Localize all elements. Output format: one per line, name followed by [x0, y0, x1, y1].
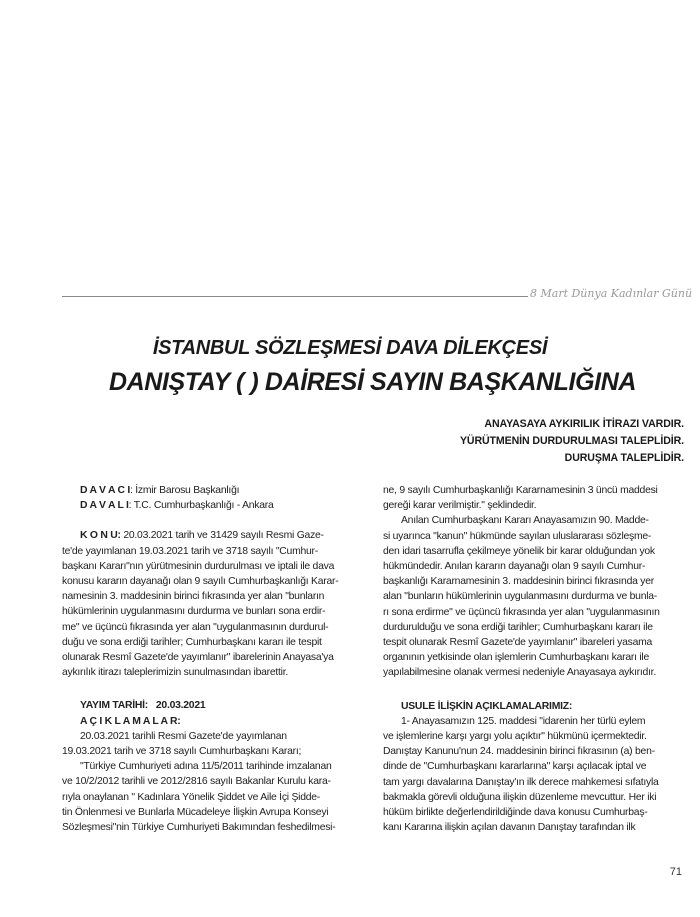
body-text: hükmündedir. Anılan kararın dayanağı olan 9 sayılı Cumhur-	[383, 561, 646, 573]
subject-text: konusu kararın dayanağı olan 9 sayılı Cumhurbaşkanlığı Karar-	[62, 576, 339, 588]
left-column	[62, 483, 364, 835]
procedure-text: dinde de "Cumhurbaşkanı kararlarına" karşı açılacak iptal ve	[383, 761, 647, 773]
defendant-line	[62, 498, 364, 513]
explanation-text: ve 10/2/2012 tarihli ve 2012/2816 sayılı Bakanlar Kurulu kara-	[62, 776, 331, 788]
body-text: başkanlığı Kararnamesinin 3. maddesinin birinci fıkrasında yer	[383, 576, 654, 588]
body-text: alan "bunların hükümlerinin uygulanmasını durdurma ve bunla-	[383, 591, 658, 603]
subject-text: olunarak Resmî Gazete'de yayımlanır" ibarelerinin Anayasa'ya	[62, 652, 334, 664]
right-column	[383, 483, 686, 835]
body-text: organının yetkisinde olan işlemlerin Cumhurbaşkanı kararı ile	[383, 652, 650, 664]
procedure-text: Danıştay Kanunu'nun 24. maddesinin birinci fıkrasının (a) ben-	[383, 746, 655, 758]
procedure-heading: USULE İLİŞKİN AÇIKLAMALARIMIZ:	[401, 700, 573, 712]
explanation-text: 19.03.2021 tarih ve 3718 sayılı Cumhurbaşkanı Kararı;	[62, 746, 302, 758]
publication-date-line	[62, 698, 364, 713]
subject-text: duğu ve sona erdiği tarihler; Cumhurbaşkanı kararı ile tespit	[62, 636, 322, 648]
subject-text: hükümlerinin uygulanmasını durdurma ve bunları sona erdir-	[62, 606, 326, 618]
body-text: gereği karar verilmiştir." şeklindedir.	[383, 500, 537, 512]
body-text: ne, 9 sayılı Cumhurbaşkanlığı Kararnamesinin 3 üncü maddesi	[383, 485, 658, 496]
court-heading: DANIŞTAY ( ) DAİRESİ SAYIN BAŞKANLIĞINA	[108, 368, 636, 396]
procedure-text: ve işlemlerine karşı yargı yolu açıktır" hükmünü içermektedir.	[383, 731, 647, 743]
notice-constitutional-objection: ANAYASAYA AYKIRILIK İTİRAZI VARDIR.	[484, 418, 684, 430]
subject-text: me" ve üçüncü fıkrasında yer alan "uygulanmasının durdurul-	[62, 621, 329, 633]
body-text: Anılan Cumhurbaşkanı Kararı Anayasamızın 90. Madde-	[401, 515, 649, 527]
subject-line	[62, 528, 364, 543]
subject-text: namesinin 3. maddesinin birinci fıkrasında yer alan "bunların	[62, 591, 325, 603]
body-text: tespit olunarak Resmî Gazete'de yayımlanır" ibareleri yasama	[383, 637, 653, 649]
running-head: 8 Mart Dünya Kadınlar Günü	[530, 287, 693, 300]
plaintiff-label: D A V A C I	[80, 485, 130, 496]
subject-text: aykırılık itirazı taleplerimizin sunulmasından ibarettir.	[62, 667, 288, 679]
explanations-heading: A Ç I K L A M A L A R:	[80, 715, 181, 727]
explanation-text: tin Önlenmesi ve Bunlarla Mücadeleye İlişkin Avrupa Konseyi	[62, 806, 329, 818]
body-text: yapılabilmesine olanak vermesi nedeniyle Anayasaya aykırıdır.	[383, 667, 656, 679]
subject-text: başkanı Kararı"nın yürütmesinin durdurulması ve iptali ile dava	[62, 560, 335, 572]
publication-date-label: YAYIM TARİHİ:	[80, 700, 148, 712]
procedure-text: bakmakla görevli olduğuna ilişkin düzenleme mevcuttur. Her iki	[383, 791, 657, 803]
procedure-text: 1- Anayasamızın 125. maddesi "idarenin her türlü eylem	[401, 715, 646, 727]
page-number: 71	[669, 866, 682, 878]
body-text: si uyarınca "kanun" hükmünde sayılan uluslararası sözleşme-	[383, 530, 652, 542]
explanation-text: Sözleşmesi"nin Türkiye Cumhuriyeti Bakımından feshedilmesi-	[62, 822, 336, 834]
explanation-text: rıyla onaylanan " Kadınlara Yönelik Şiddet ve Aile İçi Şidde-	[62, 791, 320, 803]
procedure-text: tam yargı davalarına Danıştay'ın ilk derece mahkemesi sıfatıyla	[383, 776, 659, 788]
procedure-text: kanı Kararına ilişkin açılan davanın Danıştay tarafından ilk	[383, 822, 636, 834]
notice-hearing-request: DURUŞMA TALEPLİDİR.	[564, 452, 684, 464]
explanation-text: 20.03.2021 tarihli Resmi Gazete'de yayımlanan	[80, 730, 287, 742]
header-rule	[62, 296, 528, 297]
explanation-text: "Türkiye Cumhuriyeti adına 11/5/2011 tarihinde imzalanan	[80, 761, 332, 773]
publication-date-value: 20.03.2021	[155, 700, 206, 712]
document-title: İSTANBUL SÖZLEŞMESİ DAVA DİLEKÇESİ	[152, 337, 548, 359]
subject-text: 20.03.2021 tarih ve 31429 sayılı Resmi Gaze-	[120, 530, 324, 542]
procedure-text: hüküm birlikte değerlendirildiğinde dava konusu Cumhurbaş-	[383, 807, 648, 819]
subject-text: te'de yayımlanan 19.03.2021 tarih ve 3718 sayılı "Cumhur-	[62, 545, 318, 557]
defendant-value: : T.C. Cumhurbaşkanlığı - Ankara	[128, 500, 274, 512]
subject-label: K O N U:	[80, 530, 121, 542]
plaintiff-value: : İzmir Barosu Başkanlığı	[129, 485, 240, 496]
body-text: den idari tasarrufla çekilmeye yönelik bir karar olduğundan yok	[383, 545, 655, 557]
defendant-label: D A V A L I	[80, 500, 129, 512]
notices-block	[460, 416, 684, 467]
notice-stay-of-execution: YÜRÜTMENİN DURDURULMASI TALEPLİDİR.	[459, 435, 684, 447]
body-text: durdurulduğu ve sona erdiği tarihler; Cumhurbaşkanı kararı ile	[383, 621, 653, 633]
plaintiff-line	[62, 483, 364, 498]
body-text: rı sona erdirme" ve üçüncü fıkrasında yer alan "uygulanmasının	[383, 606, 660, 618]
